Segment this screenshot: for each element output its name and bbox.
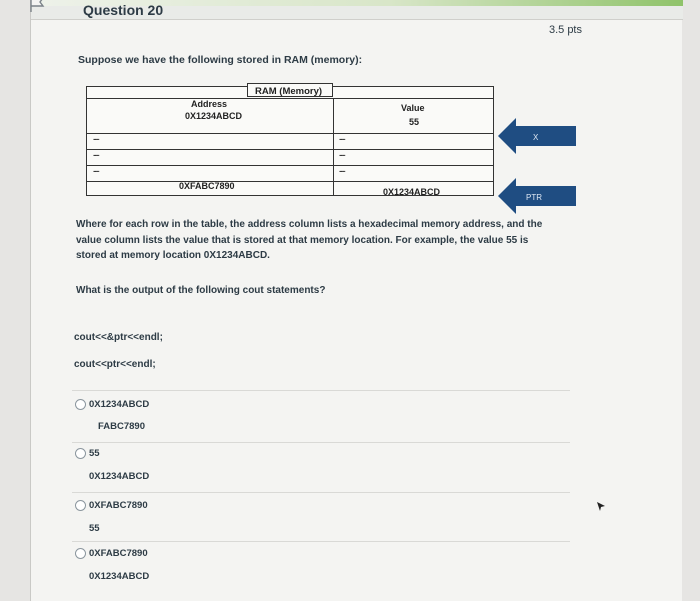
radio-button[interactable] [75,448,86,459]
cursor-arrow-icon [597,502,605,511]
ram-row-line [87,133,493,134]
radio-button[interactable] [75,399,86,410]
option-line1: 55 [89,448,100,459]
option-separator [72,541,570,542]
option-line1: 0XFABC7890 [89,548,148,559]
arrow-x-label: X [533,133,539,142]
option-separator [72,492,570,493]
answer-option-3[interactable] [72,499,570,543]
question-title: Question 20 [83,2,164,18]
ram-row-line [87,181,493,182]
ram-dots: ...... [339,167,345,174]
ram-row-line [87,149,493,150]
question-header [31,0,683,20]
answer-option-2[interactable] [72,447,570,491]
ram-dots: ...... [339,151,345,158]
option-line2: FABC7890 [98,421,145,432]
option-line2: 55 [89,523,100,534]
ram-table [86,86,494,196]
ram-dots: ...... [93,151,99,158]
flag-question-icon[interactable] [29,0,51,14]
answer-option-4[interactable] [72,547,570,591]
ram-row-line [87,165,493,166]
ram-dots: ...... [93,135,99,142]
option-separator [72,390,570,391]
option-line2: 0X1234ABCD [89,571,150,582]
ram-header-address: Address [191,99,228,109]
answer-option-1[interactable] [72,397,570,441]
code-line: cout<<&ptr<<endl; [74,332,163,343]
question-prompt: What is the output of the following cout statements? [76,285,326,296]
ram-dots: ...... [339,135,345,142]
ram-last-address: 0XFABC7890 [179,181,235,191]
code-line: cout<<ptr<<endl; [74,359,156,370]
ram-dots: ...... [93,167,99,174]
option-line1: 0X1234ABCD [89,399,150,410]
question-explanation [76,217,576,264]
option-line1: 0XFABC7890 [89,500,148,511]
explanation-line: stored at memory location 0X1234ABCD. [76,250,270,261]
radio-button[interactable] [75,500,86,511]
option-line2: 0X1234ABCD [89,471,150,482]
question-points: 3.5 pts [548,24,582,36]
ram-row1-value: 55 [409,117,420,127]
radio-button[interactable] [75,548,86,559]
option-separator [72,442,570,443]
ram-last-value: 0X1234ABCD [383,187,441,197]
question-intro: Suppose we have the following stored in RAM (memory): [78,54,363,66]
ram-title: RAM (Memory) [255,86,323,97]
explanation-line: Where for each row in the table, the address column lists a hexadecimal memory address, and the [76,219,543,230]
ram-header-value: Value [401,103,425,113]
arrow-ptr-label: PTR [526,193,542,202]
ram-row1-address: 0X1234ABCD [185,111,243,121]
explanation-line: value column lists the value that is stored at that memory location. For example, the value 55 is [76,234,529,246]
